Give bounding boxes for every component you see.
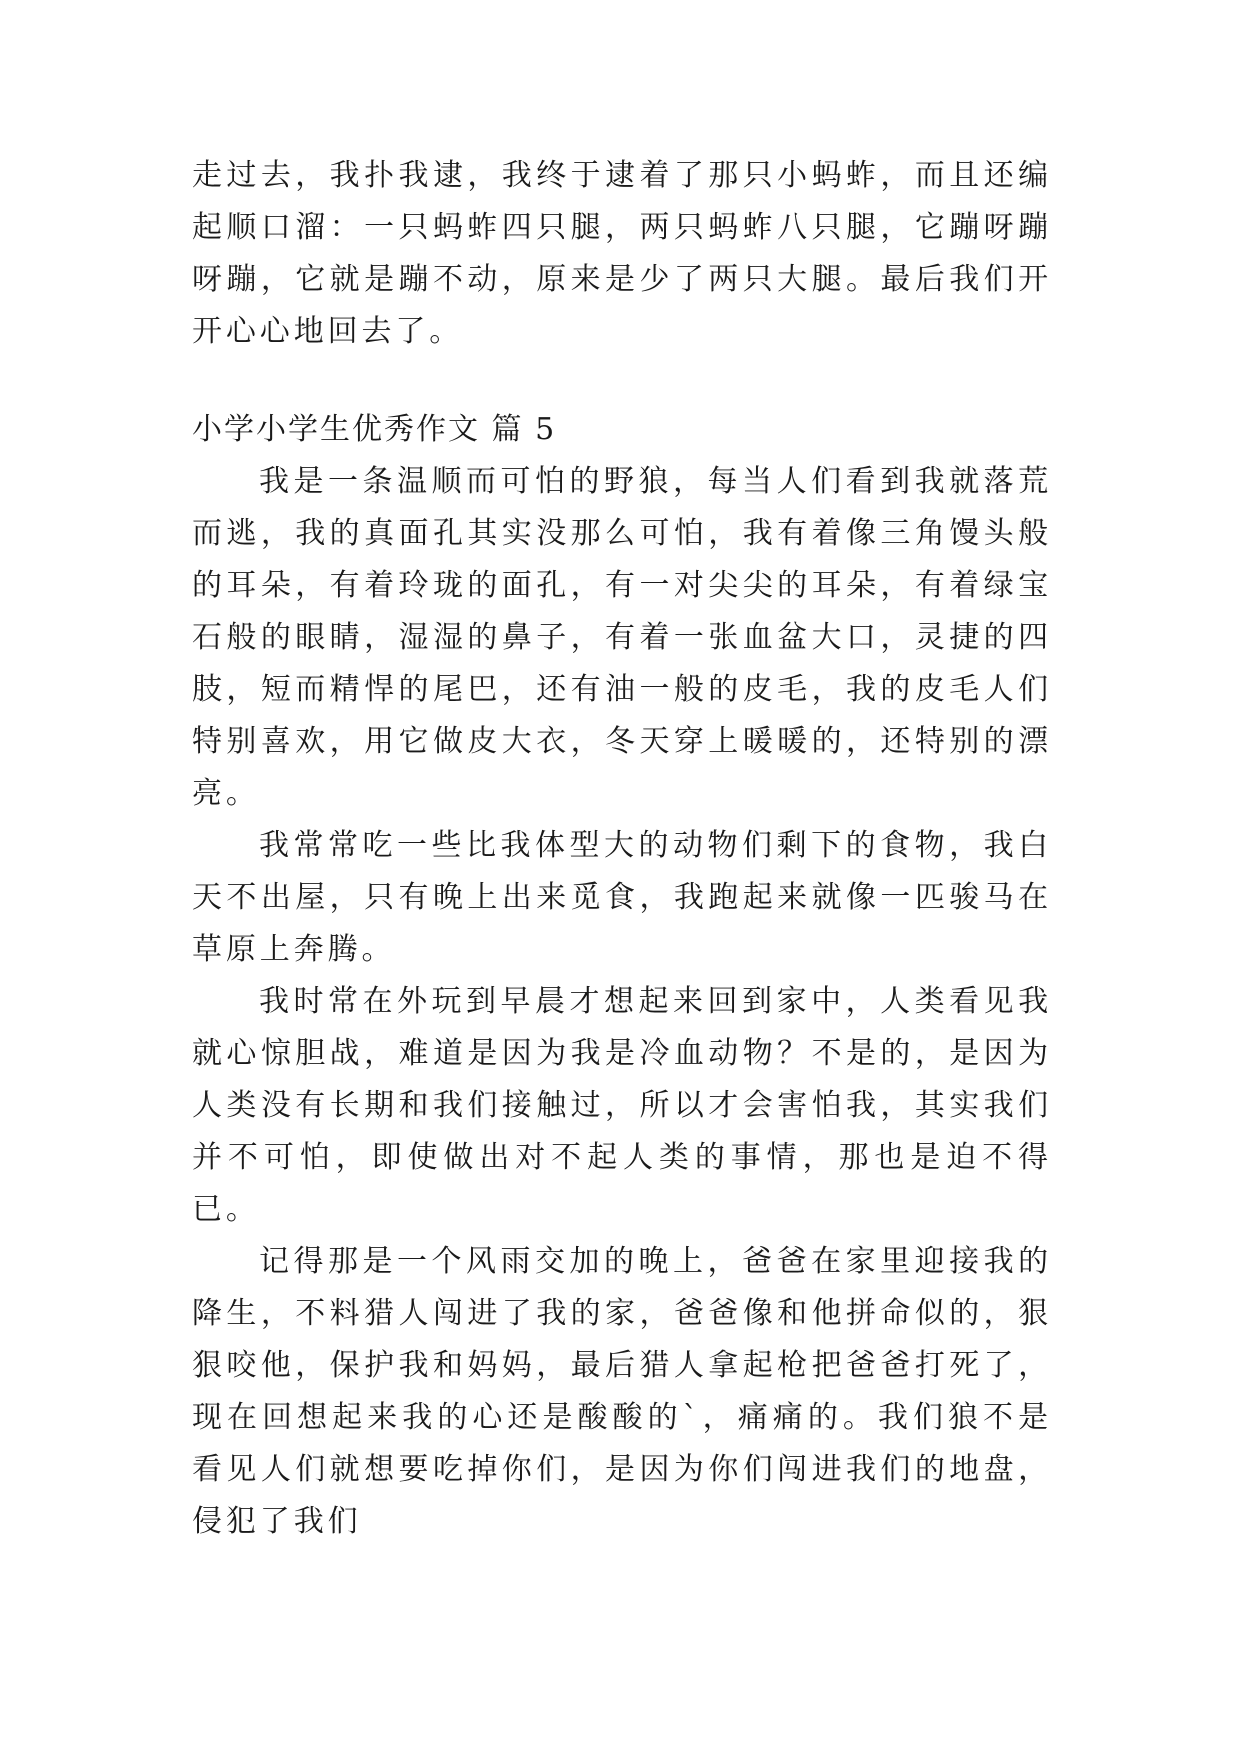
body-paragraph-3: 我时常在外玩到早晨才想起来回到家中，人类看见我就心惊胆战，难道是因为我是冷血动物？不是的，是因为人类没有长期和我们接触过，所以才会害怕我，其实我们并不可怕，即使做出对不起人类的事情，那也是迫不得已。 (192, 984, 1052, 1227)
document-page (192, 150, 1052, 1548)
essay-heading: 小学小学生优秀作文 篇 5 (192, 412, 557, 447)
body-paragraph-1: 我是一条温顺而可怕的野狼，每当人们看到我就落荒而逃，我的真面孔其实没那么可怕，我有着像三角馒头般的耳朵，有着玲珑的面孔，有一对尖尖的耳朵，有着绿宝石般的眼睛，湿湿的鼻子，有着一张血盆大口，灵捷的四肢，短而精悍的尾巴，还有油一般的皮毛，我的皮毛人们特别喜欢，用它做皮大衣，冬天穿上暖暖的，还特别的漂亮。 (192, 464, 1052, 811)
body-paragraph-2: 我常常吃一些比我体型大的动物们剩下的食物，我白天不出屋，只有晚上出来觅食，我跑起来就像一匹骏马在草原上奔腾。 (192, 828, 1052, 967)
continuation-paragraph: 走过去，我扑我逮，我终于逮着了那只小蚂蚱，而且还编起顺口溜：一只蚂蚱四只腿，两只蚂蚱八只腿，它蹦呀蹦呀蹦，它就是蹦不动，原来是少了两只大腿。最后我们开开心心地回去了。 (192, 158, 1052, 349)
body-paragraph-4: 记得那是一个风雨交加的晚上，爸爸在家里迎接我的降生，不料猎人闯进了我的家，爸爸像和他拼命似的，狠狠咬他，保护我和妈妈，最后猎人拿起枪把爸爸打死了，现在回想起来我的心还是酸酸的`，痛痛的。我们狼不是看见人们就想要吃掉你们，是因为你们闯进我们的地盘，侵犯了我们 (192, 1244, 1052, 1539)
